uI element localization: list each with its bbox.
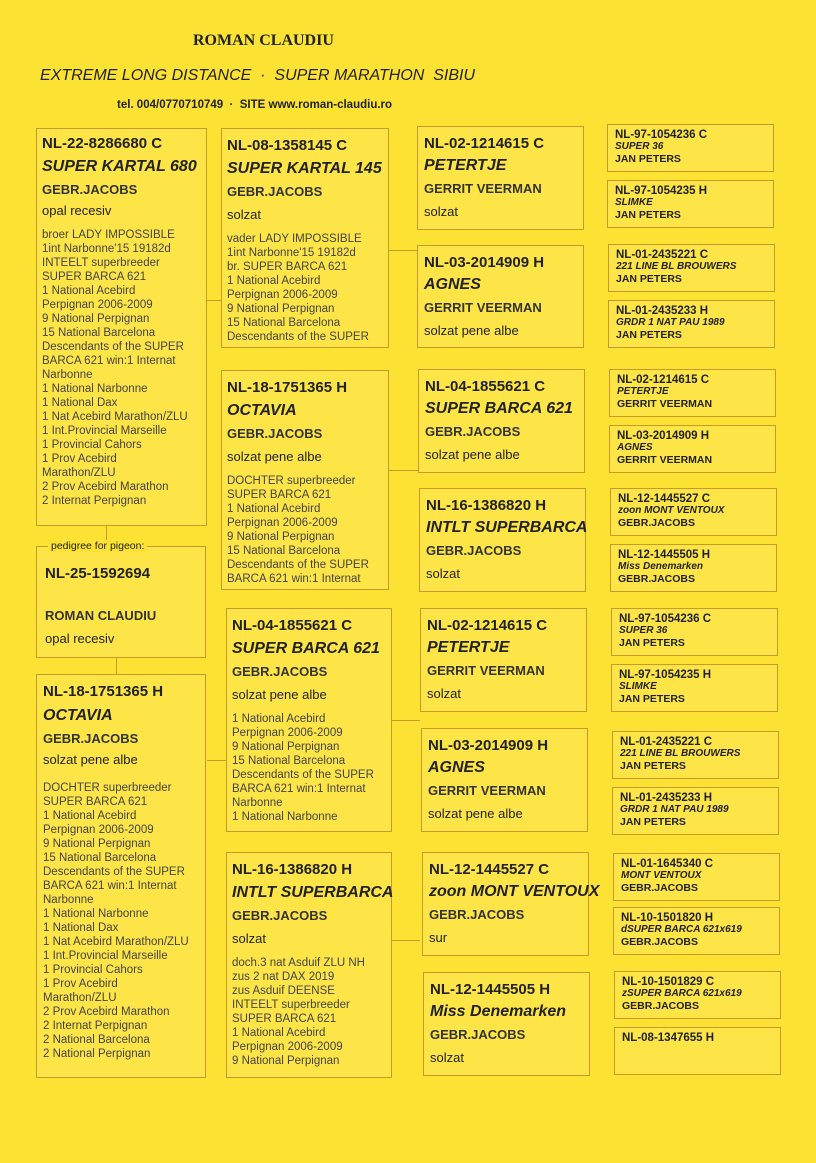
breeder-name: JAN PETERS <box>616 329 682 341</box>
plumage-color: solzat <box>426 566 460 581</box>
ancestor-card[interactable] <box>614 1027 781 1075</box>
pigeon-name: AGNES <box>424 276 481 293</box>
note-line: Descendants of the SUPER <box>43 866 185 878</box>
note-line: 15 National Barcelona <box>42 327 156 339</box>
great-grandparent-card[interactable] <box>417 245 584 348</box>
plumage-color: sur <box>429 930 448 945</box>
note-line: 1 National Dax <box>43 922 119 934</box>
breeder-name: GEBR.JACOBS <box>232 664 328 679</box>
ring-number: NL-04-1855621 C <box>232 617 353 634</box>
breeder-name: JAN PETERS <box>620 816 686 828</box>
pigeon-name: GRDR 1 NAT PAU 1989 <box>620 804 729 815</box>
note-line: Descendants of the SUPER <box>227 559 369 571</box>
note-line: Descendants of the SUPER <box>42 341 184 353</box>
note-line: Perpignan 2006-2009 <box>232 727 343 739</box>
plumage-color: opal recesiv <box>42 203 112 218</box>
pigeon-name: PETERTJE <box>427 639 510 656</box>
note-line: Perpignan 2006-2009 <box>227 517 338 529</box>
note-line: 1 Int.Provincial Marseille <box>42 425 167 437</box>
breeder-name: GERRIT VEERMAN <box>617 454 713 466</box>
great-grandparent-card[interactable] <box>419 488 586 592</box>
pigeon-name: INTLT SUPERBARCA <box>426 519 588 536</box>
ancestor-card[interactable] <box>612 787 779 835</box>
ring-number: NL-12-1445527 C <box>618 493 711 505</box>
note-line: 2 Internat Perpignan <box>42 495 147 507</box>
achievement-notes <box>227 232 383 344</box>
note-line: BARCA 621 win:1 Internat <box>227 573 361 585</box>
plumage-color: solzat <box>427 686 461 701</box>
pigeon-name: 221 LINE BL BROUWERS <box>616 261 737 272</box>
ring-number: NL-97-1054235 H <box>619 669 712 681</box>
note-line: DOCHTER superbreeder <box>227 475 356 487</box>
connector-line <box>392 720 420 721</box>
grandparent-card[interactable] <box>226 852 392 1078</box>
ring-number: NL-97-1054235 H <box>615 185 708 197</box>
breeder-name: JAN PETERS <box>616 273 682 285</box>
ancestor-card[interactable] <box>609 369 776 417</box>
pigeon-name: SLIMKE <box>619 681 657 692</box>
pigeon-name: INTLT SUPERBARCA <box>232 884 394 901</box>
ring-number: NL-97-1054236 C <box>619 613 712 625</box>
pigeon-name: GRDR 1 NAT PAU 1989 <box>616 317 725 328</box>
breeder-name: GERRIT VEERMAN <box>424 181 542 196</box>
plumage-color: solzat pene albe <box>425 447 520 462</box>
ring-number: NL-16-1386820 H <box>426 497 547 514</box>
plumage-color: solzat <box>232 931 266 946</box>
note-line: 1 National Narbonne <box>43 908 149 920</box>
note-line: SUPER BARCA 621 <box>227 489 332 501</box>
ancestor-card[interactable] <box>607 180 774 228</box>
pigeon-name: 221 LINE BL BROUWERS <box>620 748 741 759</box>
connector-line <box>106 526 107 540</box>
ring-number: NL-01-1645340 C <box>621 858 714 870</box>
note-line: zus 2 nat DAX 2019 <box>232 971 335 983</box>
ring-number: NL-08-1358145 C <box>227 137 348 154</box>
pigeon-name: zoon MONT VENTOUX <box>429 883 600 900</box>
note-line: 2 National Barcelona <box>43 1034 150 1046</box>
breeder-name: GERRIT VEERMAN <box>617 398 713 410</box>
note-line: 1 Provincial Cahors <box>43 964 143 976</box>
breeder-name: GEBR.JACOBS <box>426 543 522 558</box>
great-grandparent-card[interactable] <box>421 728 588 832</box>
breeder-name: GEBR.JACOBS <box>425 424 521 439</box>
breeder-name: JAN PETERS <box>615 209 681 221</box>
owner-name: ROMAN CLAUDIU <box>45 608 157 623</box>
note-line: 9 National Perpignan <box>227 303 335 315</box>
note-line: Perpignan 2006-2009 <box>232 1041 343 1053</box>
achievement-notes <box>42 228 201 508</box>
connector-line <box>392 940 420 941</box>
pigeon-name: zoon MONT VENTOUX <box>618 505 725 516</box>
ring-number: NL-12-1445527 C <box>429 861 550 878</box>
note-line: 9 National Perpignan <box>232 1055 340 1067</box>
ring-number: NL-18-1751365 H <box>43 683 164 700</box>
connector-line <box>207 760 227 761</box>
page-title: ROMAN CLAUDIU <box>193 32 334 49</box>
pigeon-name: dSUPER BARCA 621x619 <box>621 924 742 935</box>
note-line: 2 National Perpignan <box>43 1048 151 1060</box>
ancestor-card[interactable] <box>611 608 778 656</box>
note-line: 15 National Barcelona <box>43 852 157 864</box>
note-line: 2 Prov Acebird Marathon <box>43 1006 170 1018</box>
note-line: Marathon/ZLU <box>42 467 116 479</box>
great-grandparent-card[interactable] <box>417 126 584 230</box>
ancestor-card[interactable] <box>608 300 775 348</box>
note-line: 1int Narbonne'15 19182d <box>42 243 171 255</box>
ring-number: NL-01-2435233 H <box>620 792 713 804</box>
note-line: 15 National Barcelona <box>227 317 341 329</box>
great-grandparent-card[interactable] <box>420 608 587 712</box>
note-line: Descendants of the SUPER <box>227 331 369 343</box>
great-grandparent-card[interactable] <box>418 369 585 473</box>
plumage-color: opal recesiv <box>45 631 115 646</box>
connector-line <box>207 300 221 301</box>
connector-line <box>116 658 117 674</box>
plumage-color: solzat pene albe <box>232 687 327 702</box>
pigeon-name: AGNES <box>428 759 485 776</box>
note-line: 1 National Acebird <box>42 285 136 297</box>
note-line: SUPER BARCA 621 <box>232 1013 337 1025</box>
ancestor-card[interactable] <box>613 853 780 901</box>
ring-number: NL-04-1855621 C <box>425 378 546 395</box>
note-line: 1 National Acebird <box>227 275 321 287</box>
note-line: 2 Prov Acebird Marathon <box>42 481 169 493</box>
note-line: INTEELT superbreeder <box>232 999 350 1011</box>
pigeon-name: AGNES <box>617 442 653 453</box>
achievement-notes <box>43 781 199 1061</box>
plumage-color: solzat <box>424 204 458 219</box>
page-subtitle: EXTREME LONG DISTANCE · SUPER MARATHON SIBIU <box>40 67 476 84</box>
note-line: Descendants of the SUPER <box>232 769 374 781</box>
note-line: Narbonne <box>43 894 94 906</box>
pigeon-name: OCTAVIA <box>43 707 113 724</box>
ring-number: NL-97-1054236 C <box>615 129 708 141</box>
dam-card[interactable] <box>36 674 206 1078</box>
breeder-name: GEBR.JACOBS <box>429 907 525 922</box>
pigeon-name: MONT VENTOUX <box>621 870 702 881</box>
breeder-name: GEBR.JACOBS <box>232 908 328 923</box>
achievement-notes <box>232 712 386 824</box>
ring-number: NL-02-1214615 C <box>424 135 545 152</box>
breeder-name: GEBR.JACOBS <box>622 1000 700 1012</box>
breeder-name: JAN PETERS <box>619 637 685 649</box>
note-line: br. SUPER BARCA 621 <box>227 261 348 273</box>
note-line: 9 National Perpignan <box>43 838 151 850</box>
breeder-name: GERRIT VEERMAN <box>427 663 545 678</box>
connector-line <box>389 470 419 471</box>
note-line: 1 National Acebird <box>232 713 326 725</box>
breeder-name: GEBR.JACOBS <box>621 882 699 894</box>
note-line: Marathon/ZLU <box>43 992 117 1004</box>
note-line: 2 Internat Perpignan <box>43 1020 148 1032</box>
note-line: 1 National Dax <box>42 397 118 409</box>
note-line: 1int Narbonne'15 19182d <box>227 247 356 259</box>
connector-line <box>389 250 419 251</box>
note-line: 9 National Perpignan <box>42 313 150 325</box>
breeder-name: JAN PETERS <box>619 693 685 705</box>
note-line: DOCHTER superbreeder <box>43 782 172 794</box>
subject-caption: pedigree for pigeon: <box>48 540 147 552</box>
ring-number: NL-10-1501829 C <box>622 976 715 988</box>
pigeon-name: Miss Denemarken <box>430 1003 567 1020</box>
ring-number: NL-12-1445505 H <box>618 549 711 561</box>
ancestor-card[interactable] <box>608 244 775 292</box>
note-line: Narbonne <box>42 369 93 381</box>
breeder-name: GEBR.JACOBS <box>227 184 323 199</box>
breeder-name: GERRIT VEERMAN <box>424 300 542 315</box>
pigeon-name: SUPER BARCA 621 <box>232 640 380 657</box>
note-line: 15 National Barcelona <box>232 755 346 767</box>
plumage-color: solzat pene albe <box>43 752 138 767</box>
breeder-name: JAN PETERS <box>615 153 681 165</box>
note-line: Narbonne <box>232 797 283 809</box>
ring-number: NL-16-1386820 H <box>232 861 353 878</box>
note-line: doch.3 nat Asduif ZLU NH <box>232 957 365 969</box>
breeder-name: GEBR.JACOBS <box>618 573 696 585</box>
pigeon-name: Miss Denemarken <box>618 561 704 572</box>
achievement-notes <box>232 956 386 1068</box>
breeder-name: GEBR.JACOBS <box>621 936 699 948</box>
subject-card[interactable] <box>36 546 206 658</box>
note-line: Perpignan 2006-2009 <box>227 289 338 301</box>
ancestor-card[interactable] <box>610 488 777 536</box>
great-grandparent-card[interactable] <box>423 972 590 1076</box>
note-line: BARCA 621 win:1 Internat <box>42 355 176 367</box>
note-line: 1 Provincial Cahors <box>42 439 142 451</box>
ancestor-card[interactable] <box>614 971 781 1019</box>
ring-number: NL-10-1501820 H <box>621 912 714 924</box>
grandparent-card[interactable] <box>221 128 389 348</box>
note-line: 15 National Barcelona <box>227 545 341 557</box>
plumage-color: solzat <box>227 207 261 222</box>
ring-number: NL-01-2435221 C <box>620 736 713 748</box>
note-line: 1 Int.Provincial Marseille <box>43 950 168 962</box>
pigeon-name: PETERTJE <box>424 157 507 174</box>
ring-number: NL-03-2014909 H <box>424 254 545 271</box>
great-grandparent-card[interactable] <box>422 852 600 956</box>
note-line: BARCA 621 win:1 Internat <box>43 880 177 892</box>
pigeon-name: PETERTJE <box>617 386 669 397</box>
note-line: 1 National Acebird <box>232 1027 326 1039</box>
breeder-name: GERRIT VEERMAN <box>428 783 546 798</box>
note-line: zus Asduif DEENSE <box>232 985 335 997</box>
ring-number: NL-22-8286680 C <box>42 135 163 152</box>
note-line: 9 National Perpignan <box>232 741 340 753</box>
note-line: 1 National Narbonne <box>232 811 338 823</box>
note-line: SUPER BARCA 621 <box>43 796 148 808</box>
grandparent-card[interactable] <box>221 370 389 590</box>
note-line: BARCA 621 win:1 Internat <box>232 783 366 795</box>
note-line: 1 Nat Acebird Marathon/ZLU <box>43 936 189 948</box>
note-line: Perpignan 2006-2009 <box>43 824 154 836</box>
note-line: 1 Prov Acebird <box>42 453 117 465</box>
pigeon-name: SUPER BARCA 621 <box>425 400 573 417</box>
subject-ring: NL-25-1592694 <box>45 565 151 582</box>
pigeon-name: SUPER 36 <box>615 141 664 152</box>
pigeon-name: OCTAVIA <box>227 402 297 419</box>
ancestor-card[interactable] <box>607 124 774 172</box>
ring-number: NL-01-2435221 C <box>616 249 709 261</box>
ring-number: NL-02-1214615 C <box>427 617 548 634</box>
ring-number: NL-18-1751365 H <box>227 379 348 396</box>
ancestor-card[interactable] <box>612 731 779 779</box>
note-line: 1 National Narbonne <box>42 383 148 395</box>
breeder-name: GEBR.JACOBS <box>42 182 138 197</box>
ring-number: NL-02-1214615 C <box>617 374 710 386</box>
note-line: 1 National Acebird <box>227 503 321 515</box>
plumage-color: solzat pene albe <box>424 323 519 338</box>
achievement-notes <box>227 474 383 586</box>
contact-line: tel. 004/0770710749 · SITE www.roman-claudiu.ro <box>117 99 393 111</box>
ancestor-card[interactable] <box>613 907 780 955</box>
breeder-name: GEBR.JACOBS <box>227 426 323 441</box>
ring-number: NL-03-2014909 H <box>428 737 549 754</box>
note-line: 1 Nat Acebird Marathon/ZLU <box>42 411 188 423</box>
plumage-color: solzat <box>430 1050 464 1065</box>
note-line: SUPER BARCA 621 <box>42 271 147 283</box>
breeder-name: GEBR.JACOBS <box>618 517 696 529</box>
breeder-name: JAN PETERS <box>620 760 686 772</box>
plumage-color: solzat pene albe <box>227 449 322 464</box>
note-line: broer LADY IMPOSSIBLE <box>42 229 175 241</box>
note-line: INTEELT superbreeder <box>42 257 160 269</box>
pigeon-name: zSUPER BARCA 621x619 <box>622 988 742 999</box>
ancestor-card[interactable] <box>609 425 776 473</box>
note-line: 1 National Acebird <box>43 810 137 822</box>
plumage-color: solzat pene albe <box>428 806 523 821</box>
ring-number: NL-08-1347655 H <box>622 1032 715 1044</box>
note-line: vader LADY IMPOSSIBLE <box>227 233 362 245</box>
pigeon-name: SUPER 36 <box>619 625 668 636</box>
note-line: 1 Prov Acebird <box>43 978 118 990</box>
breeder-name: GEBR.JACOBS <box>43 731 139 746</box>
ring-number: NL-03-2014909 H <box>617 430 710 442</box>
pigeon-name: SUPER KARTAL 680 <box>42 158 197 175</box>
ring-number: NL-12-1445505 H <box>430 981 551 998</box>
note-line: Perpignan 2006-2009 <box>42 299 153 311</box>
ring-number: NL-01-2435233 H <box>616 305 709 317</box>
note-line: 9 National Perpignan <box>227 531 335 543</box>
pigeon-name: SLIMKE <box>615 197 653 208</box>
grandparent-card[interactable] <box>226 608 392 832</box>
sire-card[interactable] <box>36 128 207 526</box>
ancestor-card[interactable] <box>611 664 778 712</box>
pigeon-name: SUPER KARTAL 145 <box>227 160 382 177</box>
ancestor-card[interactable] <box>610 544 777 592</box>
breeder-name: GEBR.JACOBS <box>430 1027 526 1042</box>
